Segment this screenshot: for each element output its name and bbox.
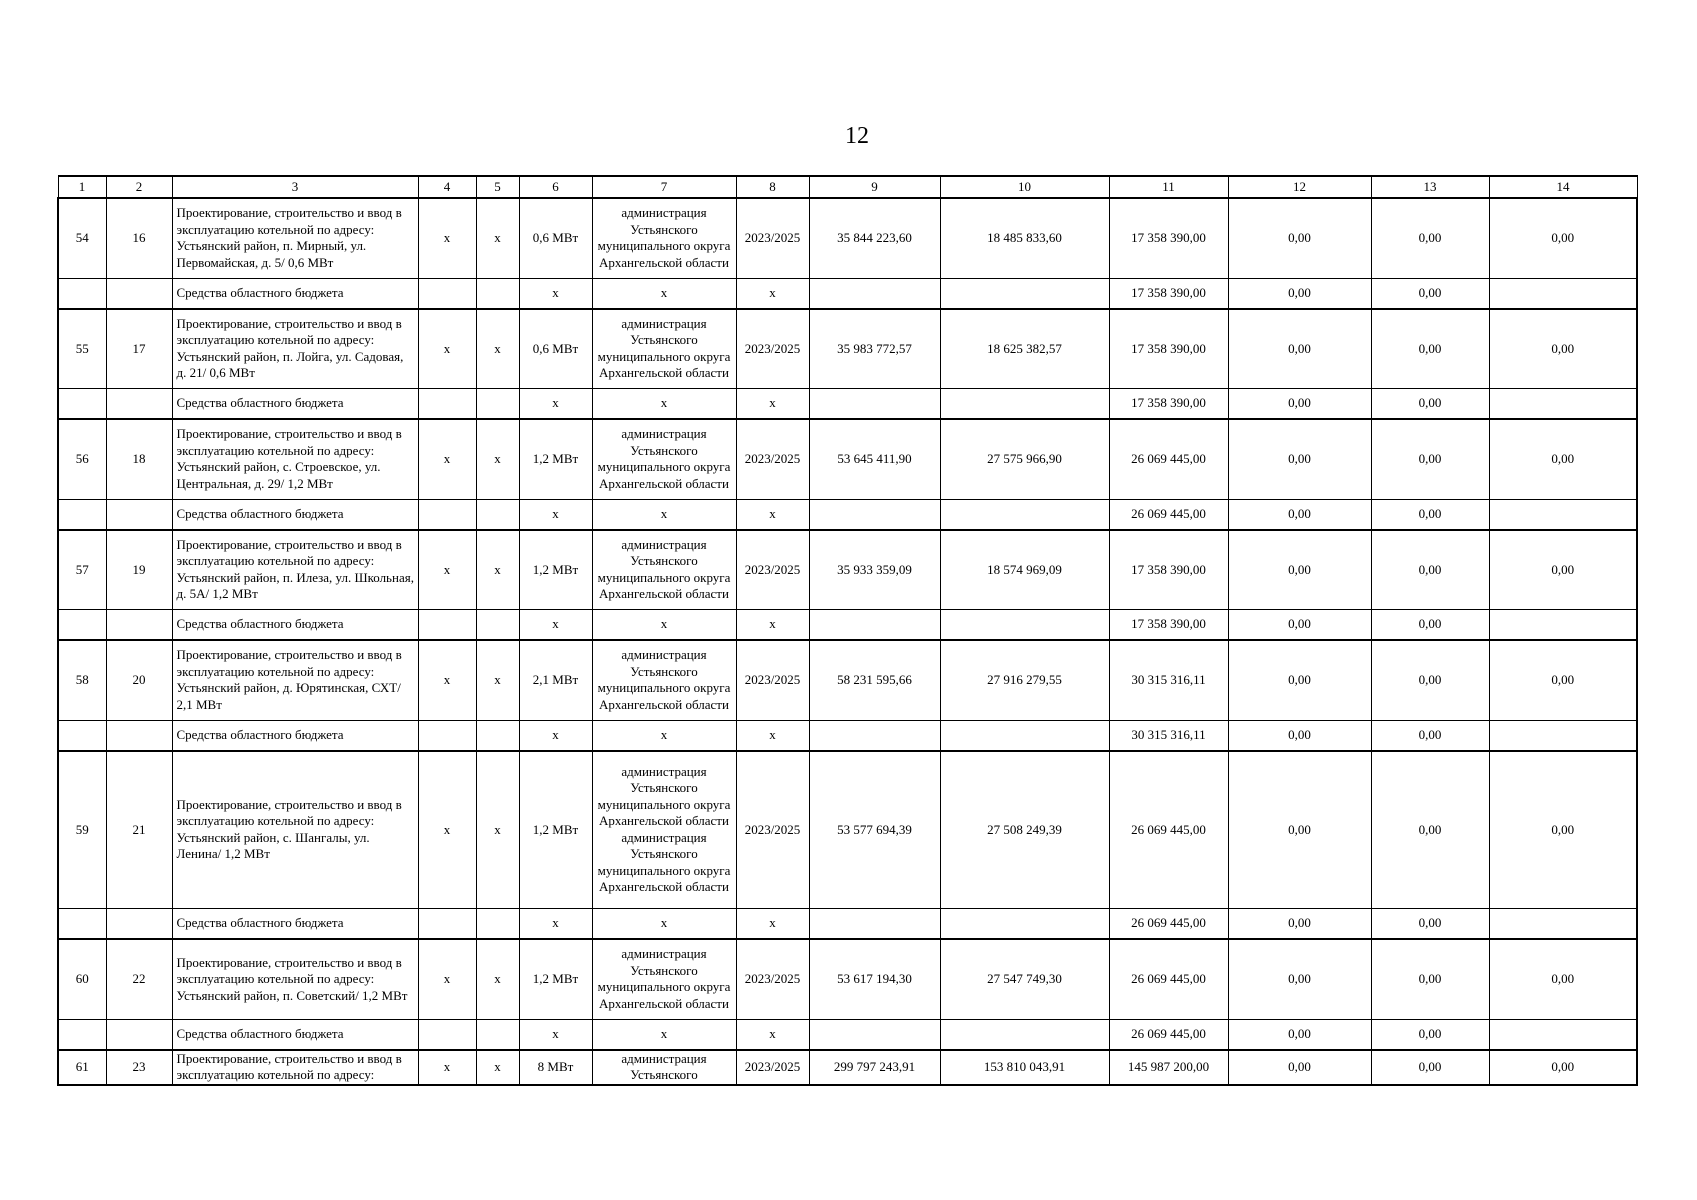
table-cell: х bbox=[476, 530, 519, 610]
table-cell bbox=[476, 499, 519, 530]
table-cell bbox=[809, 720, 940, 751]
table-cell bbox=[106, 389, 172, 420]
table-cell bbox=[809, 909, 940, 940]
table-cell: администрация Устьянского муниципального округа Архангельской области bbox=[592, 309, 736, 389]
table-cell: администрация Устьянского муниципального округа Архангельской области bbox=[592, 640, 736, 720]
table-cell: 0,00 bbox=[1228, 1019, 1371, 1050]
table-cell: Проектирование, строительство и ввод в эксплуатацию котельной по адресу: Устьянский район, п. Лойга, ул. Садовая, д. 21/ 0,6 МВт bbox=[172, 309, 418, 389]
table-cell: Средства областного бюджета bbox=[172, 909, 418, 940]
table-cell: 26 069 445,00 bbox=[1109, 909, 1228, 940]
table-cell bbox=[809, 1019, 940, 1050]
table-cell bbox=[940, 909, 1109, 940]
table-cell bbox=[1489, 610, 1637, 641]
table-cell bbox=[1489, 499, 1637, 530]
table-cell: 0,6 МВт bbox=[519, 309, 592, 389]
table-body bbox=[58, 176, 1637, 1085]
table-cell bbox=[476, 1019, 519, 1050]
table-cell: 1,2 МВт bbox=[519, 751, 592, 909]
table-cell bbox=[940, 389, 1109, 420]
table-cell: х bbox=[736, 278, 809, 309]
table-cell: х bbox=[418, 530, 476, 610]
table-cell: 16 bbox=[106, 198, 172, 278]
table-cell bbox=[58, 499, 106, 530]
table-cell: х bbox=[418, 309, 476, 389]
table-row bbox=[58, 309, 1637, 389]
table-cell: х bbox=[418, 198, 476, 278]
table-cell: 0,00 bbox=[1228, 751, 1371, 909]
table-cell: 0,00 bbox=[1489, 640, 1637, 720]
table-cell: х bbox=[736, 1019, 809, 1050]
table-cell: х bbox=[736, 610, 809, 641]
table-cell: 0,00 bbox=[1228, 389, 1371, 420]
table-row bbox=[58, 198, 1637, 278]
table-cell: х bbox=[519, 610, 592, 641]
table-cell: х bbox=[592, 1019, 736, 1050]
table-cell bbox=[1489, 1019, 1637, 1050]
budget-source-row bbox=[58, 610, 1637, 641]
table-cell: администрация Устьянского муниципального округа Архангельской области bbox=[592, 419, 736, 499]
table-cell: 1,2 МВт bbox=[519, 530, 592, 610]
table-cell: 19 bbox=[106, 530, 172, 610]
table-cell bbox=[106, 610, 172, 641]
budget-source-row bbox=[58, 278, 1637, 309]
table-cell: 2023/2025 bbox=[736, 640, 809, 720]
table-cell: администрация Устьянского муниципального округа Архангельской области bbox=[592, 198, 736, 278]
table-row bbox=[58, 1050, 1637, 1085]
column-header: 12 bbox=[1228, 176, 1371, 198]
table-cell: х bbox=[418, 419, 476, 499]
table-cell: 0,00 bbox=[1489, 198, 1637, 278]
table-cell: администрация Устьянского муниципального округа Архангельской области bbox=[592, 530, 736, 610]
column-header: 3 bbox=[172, 176, 418, 198]
table-cell bbox=[809, 278, 940, 309]
table-cell: 0,00 bbox=[1228, 720, 1371, 751]
table-cell: 2023/2025 bbox=[736, 751, 809, 909]
table-cell: х bbox=[519, 389, 592, 420]
table-cell: 299 797 243,91 bbox=[809, 1050, 940, 1085]
table-cell: 0,00 bbox=[1371, 389, 1489, 420]
table-cell: 18 bbox=[106, 419, 172, 499]
table-cell: 1,2 МВт bbox=[519, 939, 592, 1019]
table-cell: 0,00 bbox=[1371, 530, 1489, 610]
table-cell: Средства областного бюджета bbox=[172, 389, 418, 420]
table-cell bbox=[106, 278, 172, 309]
column-header: 2 bbox=[106, 176, 172, 198]
table-cell: Средства областного бюджета bbox=[172, 1019, 418, 1050]
table-cell: 0,00 bbox=[1371, 939, 1489, 1019]
table-cell: 0,00 bbox=[1371, 198, 1489, 278]
budget-source-row bbox=[58, 499, 1637, 530]
table-cell: х bbox=[418, 640, 476, 720]
table-cell: х bbox=[592, 499, 736, 530]
table-cell: х bbox=[519, 1019, 592, 1050]
table-cell bbox=[476, 610, 519, 641]
budget-source-row bbox=[58, 720, 1637, 751]
table-cell: 18 625 382,57 bbox=[940, 309, 1109, 389]
table-cell: 0,00 bbox=[1371, 278, 1489, 309]
table-row bbox=[58, 419, 1637, 499]
table-cell: 0,00 bbox=[1371, 419, 1489, 499]
page-number: 12 bbox=[845, 123, 869, 149]
table-cell bbox=[1489, 389, 1637, 420]
table-cell: 0,00 bbox=[1371, 720, 1489, 751]
budget-source-row bbox=[58, 1019, 1637, 1050]
table-cell: 26 069 445,00 bbox=[1109, 1019, 1228, 1050]
table-cell bbox=[418, 909, 476, 940]
table-cell: 53 617 194,30 bbox=[809, 939, 940, 1019]
table-cell: 0,00 bbox=[1371, 1019, 1489, 1050]
table-cell: 30 315 316,11 bbox=[1109, 720, 1228, 751]
table-cell: 0,00 bbox=[1228, 909, 1371, 940]
table-cell: 22 bbox=[106, 939, 172, 1019]
table-cell: 57 bbox=[58, 530, 106, 610]
table-cell: Проектирование, строительство и ввод в эксплуатацию котельной по адресу: Устьянский район, п. Мирный, ул. Первомайская, д. 5/ 0,6 МВт bbox=[172, 198, 418, 278]
table-cell: 0,00 bbox=[1489, 1050, 1637, 1085]
table-cell: 2,1 МВт bbox=[519, 640, 592, 720]
table-cell bbox=[476, 909, 519, 940]
table-cell: 2023/2025 bbox=[736, 1050, 809, 1085]
table-cell: х bbox=[592, 389, 736, 420]
table-cell: 53 577 694,39 bbox=[809, 751, 940, 909]
table-cell bbox=[940, 720, 1109, 751]
table-cell: х bbox=[736, 909, 809, 940]
column-header: 13 bbox=[1371, 176, 1489, 198]
table-cell: 53 645 411,90 bbox=[809, 419, 940, 499]
table-cell bbox=[106, 720, 172, 751]
table-cell: 2023/2025 bbox=[736, 939, 809, 1019]
table-cell: 26 069 445,00 bbox=[1109, 939, 1228, 1019]
table-cell: 27 547 749,30 bbox=[940, 939, 1109, 1019]
table-cell bbox=[106, 909, 172, 940]
table-cell: х bbox=[592, 278, 736, 309]
table-cell: 27 575 966,90 bbox=[940, 419, 1109, 499]
budget-table bbox=[57, 175, 1638, 1086]
table-cell bbox=[809, 499, 940, 530]
table-cell bbox=[476, 278, 519, 309]
table-cell: 35 933 359,09 bbox=[809, 530, 940, 610]
column-header: 14 bbox=[1489, 176, 1637, 198]
table-cell bbox=[1489, 909, 1637, 940]
table-cell: х bbox=[592, 610, 736, 641]
table-cell: 0,6 МВт bbox=[519, 198, 592, 278]
table-cell bbox=[940, 499, 1109, 530]
table-cell: 0,00 bbox=[1371, 1050, 1489, 1085]
table-cell: Проектирование, строительство и ввод в эксплуатацию котельной по адресу: Устьянский район, д. Юрятинская, СХТ/ 2,1 МВт bbox=[172, 640, 418, 720]
table-cell: 153 810 043,91 bbox=[940, 1050, 1109, 1085]
table-cell: 56 bbox=[58, 419, 106, 499]
budget-source-row bbox=[58, 909, 1637, 940]
table-cell: Средства областного бюджета bbox=[172, 278, 418, 309]
table-cell bbox=[418, 278, 476, 309]
table-cell: 0,00 bbox=[1228, 939, 1371, 1019]
table-cell: 145 987 200,00 bbox=[1109, 1050, 1228, 1085]
table-cell: 2023/2025 bbox=[736, 198, 809, 278]
table-cell: 17 bbox=[106, 309, 172, 389]
table-cell: х bbox=[476, 751, 519, 909]
table-cell: 0,00 bbox=[1371, 909, 1489, 940]
table-cell bbox=[418, 1019, 476, 1050]
table-cell: Средства областного бюджета bbox=[172, 610, 418, 641]
table-cell: 1,2 МВт bbox=[519, 419, 592, 499]
table-cell: администрация Устьянского муниципального округа Архангельской области bbox=[592, 939, 736, 1019]
table-cell: х bbox=[592, 720, 736, 751]
table-cell bbox=[476, 389, 519, 420]
table-cell: х bbox=[476, 198, 519, 278]
table-cell: 17 358 390,00 bbox=[1109, 389, 1228, 420]
table-cell bbox=[476, 720, 519, 751]
table-cell: 17 358 390,00 bbox=[1109, 610, 1228, 641]
table-cell: 26 069 445,00 bbox=[1109, 499, 1228, 530]
table-cell: 35 983 772,57 bbox=[809, 309, 940, 389]
column-header: 11 bbox=[1109, 176, 1228, 198]
table-cell: 0,00 bbox=[1228, 419, 1371, 499]
column-header: 5 bbox=[476, 176, 519, 198]
table-cell: 17 358 390,00 bbox=[1109, 198, 1228, 278]
table-cell: Средства областного бюджета bbox=[172, 720, 418, 751]
table-cell bbox=[1489, 278, 1637, 309]
table-cell bbox=[58, 610, 106, 641]
table-cell bbox=[1489, 720, 1637, 751]
table-row bbox=[58, 640, 1637, 720]
table-cell: х bbox=[519, 499, 592, 530]
table-cell: 60 bbox=[58, 939, 106, 1019]
table-cell: 35 844 223,60 bbox=[809, 198, 940, 278]
table-cell: 55 bbox=[58, 309, 106, 389]
table-cell bbox=[418, 499, 476, 530]
table-cell: 0,00 bbox=[1371, 751, 1489, 909]
table-cell: 0,00 bbox=[1228, 198, 1371, 278]
table-cell: х bbox=[476, 419, 519, 499]
table-cell: 18 574 969,09 bbox=[940, 530, 1109, 610]
table-cell: 54 bbox=[58, 198, 106, 278]
table-cell bbox=[809, 389, 940, 420]
table-row bbox=[58, 939, 1637, 1019]
table-cell: 23 bbox=[106, 1050, 172, 1085]
table-cell: 18 485 833,60 bbox=[940, 198, 1109, 278]
table-cell: 0,00 bbox=[1228, 610, 1371, 641]
table-cell: 27 916 279,55 bbox=[940, 640, 1109, 720]
table-cell: 0,00 bbox=[1228, 1050, 1371, 1085]
table-cell: х bbox=[592, 909, 736, 940]
table-cell: Проектирование, строительство и ввод в эксплуатацию котельной по адресу: bbox=[172, 1050, 418, 1085]
table-cell: 0,00 bbox=[1371, 499, 1489, 530]
table-cell: 0,00 bbox=[1489, 751, 1637, 909]
table-cell bbox=[940, 278, 1109, 309]
table-cell: 2023/2025 bbox=[736, 530, 809, 610]
table-cell: 0,00 bbox=[1228, 530, 1371, 610]
table-cell bbox=[940, 610, 1109, 641]
table-cell bbox=[940, 1019, 1109, 1050]
table-cell: х bbox=[736, 499, 809, 530]
table-cell: х bbox=[519, 278, 592, 309]
column-header: 1 bbox=[58, 176, 106, 198]
column-header: 7 bbox=[592, 176, 736, 198]
table-cell: х bbox=[519, 909, 592, 940]
table-header-row bbox=[58, 176, 1637, 198]
table-cell: Средства областного бюджета bbox=[172, 499, 418, 530]
table-cell bbox=[418, 610, 476, 641]
table-cell: х bbox=[476, 309, 519, 389]
table-cell: 17 358 390,00 bbox=[1109, 530, 1228, 610]
table-cell: х bbox=[736, 720, 809, 751]
table-row bbox=[58, 751, 1637, 909]
table-cell: 0,00 bbox=[1489, 530, 1637, 610]
table-cell bbox=[58, 1019, 106, 1050]
column-header: 8 bbox=[736, 176, 809, 198]
column-header: 4 bbox=[418, 176, 476, 198]
table-row bbox=[58, 530, 1637, 610]
table-cell bbox=[106, 499, 172, 530]
table-cell: Проектирование, строительство и ввод в эксплуатацию котельной по адресу: Устьянский район, с. Строевское, ул. Центральная, д. 29/ 1,2 МВт bbox=[172, 419, 418, 499]
table-cell: администрация Устьянского bbox=[592, 1050, 736, 1085]
table-cell: 0,00 bbox=[1489, 419, 1637, 499]
table-cell: х bbox=[519, 720, 592, 751]
table-cell: 26 069 445,00 bbox=[1109, 751, 1228, 909]
table-cell: 0,00 bbox=[1371, 610, 1489, 641]
table-cell: 21 bbox=[106, 751, 172, 909]
table-cell: х bbox=[476, 640, 519, 720]
budget-source-row bbox=[58, 389, 1637, 420]
table-cell: 17 358 390,00 bbox=[1109, 278, 1228, 309]
table-cell: 0,00 bbox=[1371, 640, 1489, 720]
table-cell: 17 358 390,00 bbox=[1109, 309, 1228, 389]
column-header: 9 bbox=[809, 176, 940, 198]
table-cell bbox=[809, 610, 940, 641]
table-cell bbox=[418, 389, 476, 420]
table-cell: 61 bbox=[58, 1050, 106, 1085]
table-cell: 0,00 bbox=[1228, 499, 1371, 530]
table-cell: х bbox=[418, 939, 476, 1019]
table-cell: х bbox=[476, 1050, 519, 1085]
table-cell: 58 bbox=[58, 640, 106, 720]
table-cell: 26 069 445,00 bbox=[1109, 419, 1228, 499]
table-cell: х bbox=[736, 389, 809, 420]
table-cell: 0,00 bbox=[1489, 309, 1637, 389]
table-cell: Проектирование, строительство и ввод в эксплуатацию котельной по адресу: Устьянский район, п. Советский/ 1,2 МВт bbox=[172, 939, 418, 1019]
table-cell: 0,00 bbox=[1228, 640, 1371, 720]
table-cell: 2023/2025 bbox=[736, 419, 809, 499]
table-cell bbox=[58, 720, 106, 751]
table-cell: 0,00 bbox=[1228, 278, 1371, 309]
table-cell: 27 508 249,39 bbox=[940, 751, 1109, 909]
table-cell: Проектирование, строительство и ввод в эксплуатацию котельной по адресу: Устьянский район, п. Илеза, ул. Школьная, д. 5А/ 1,2 МВт bbox=[172, 530, 418, 610]
table-cell: 2023/2025 bbox=[736, 309, 809, 389]
table-cell: Проектирование, строительство и ввод в эксплуатацию котельной по адресу: Устьянский район, с. Шангалы, ул. Ленина/ 1,2 МВт bbox=[172, 751, 418, 909]
table-cell bbox=[418, 720, 476, 751]
table-cell: х bbox=[418, 751, 476, 909]
table-cell bbox=[106, 1019, 172, 1050]
table-cell: х bbox=[418, 1050, 476, 1085]
table-cell bbox=[58, 909, 106, 940]
table-cell: 59 bbox=[58, 751, 106, 909]
table-cell: 0,00 bbox=[1228, 309, 1371, 389]
column-header: 10 bbox=[940, 176, 1109, 198]
table-cell: 30 315 316,11 bbox=[1109, 640, 1228, 720]
table-cell: администрация Устьянского муниципального округа Архангельской области администрация Устьянского муниципального округа Архангельской области bbox=[592, 751, 736, 909]
column-header: 6 bbox=[519, 176, 592, 198]
table-cell: 58 231 595,66 bbox=[809, 640, 940, 720]
table-cell: 0,00 bbox=[1371, 309, 1489, 389]
table-cell bbox=[58, 389, 106, 420]
table-cell: 20 bbox=[106, 640, 172, 720]
table-cell bbox=[58, 278, 106, 309]
table-cell: х bbox=[476, 939, 519, 1019]
table-cell: 0,00 bbox=[1489, 939, 1637, 1019]
table-cell: 8 МВт bbox=[519, 1050, 592, 1085]
